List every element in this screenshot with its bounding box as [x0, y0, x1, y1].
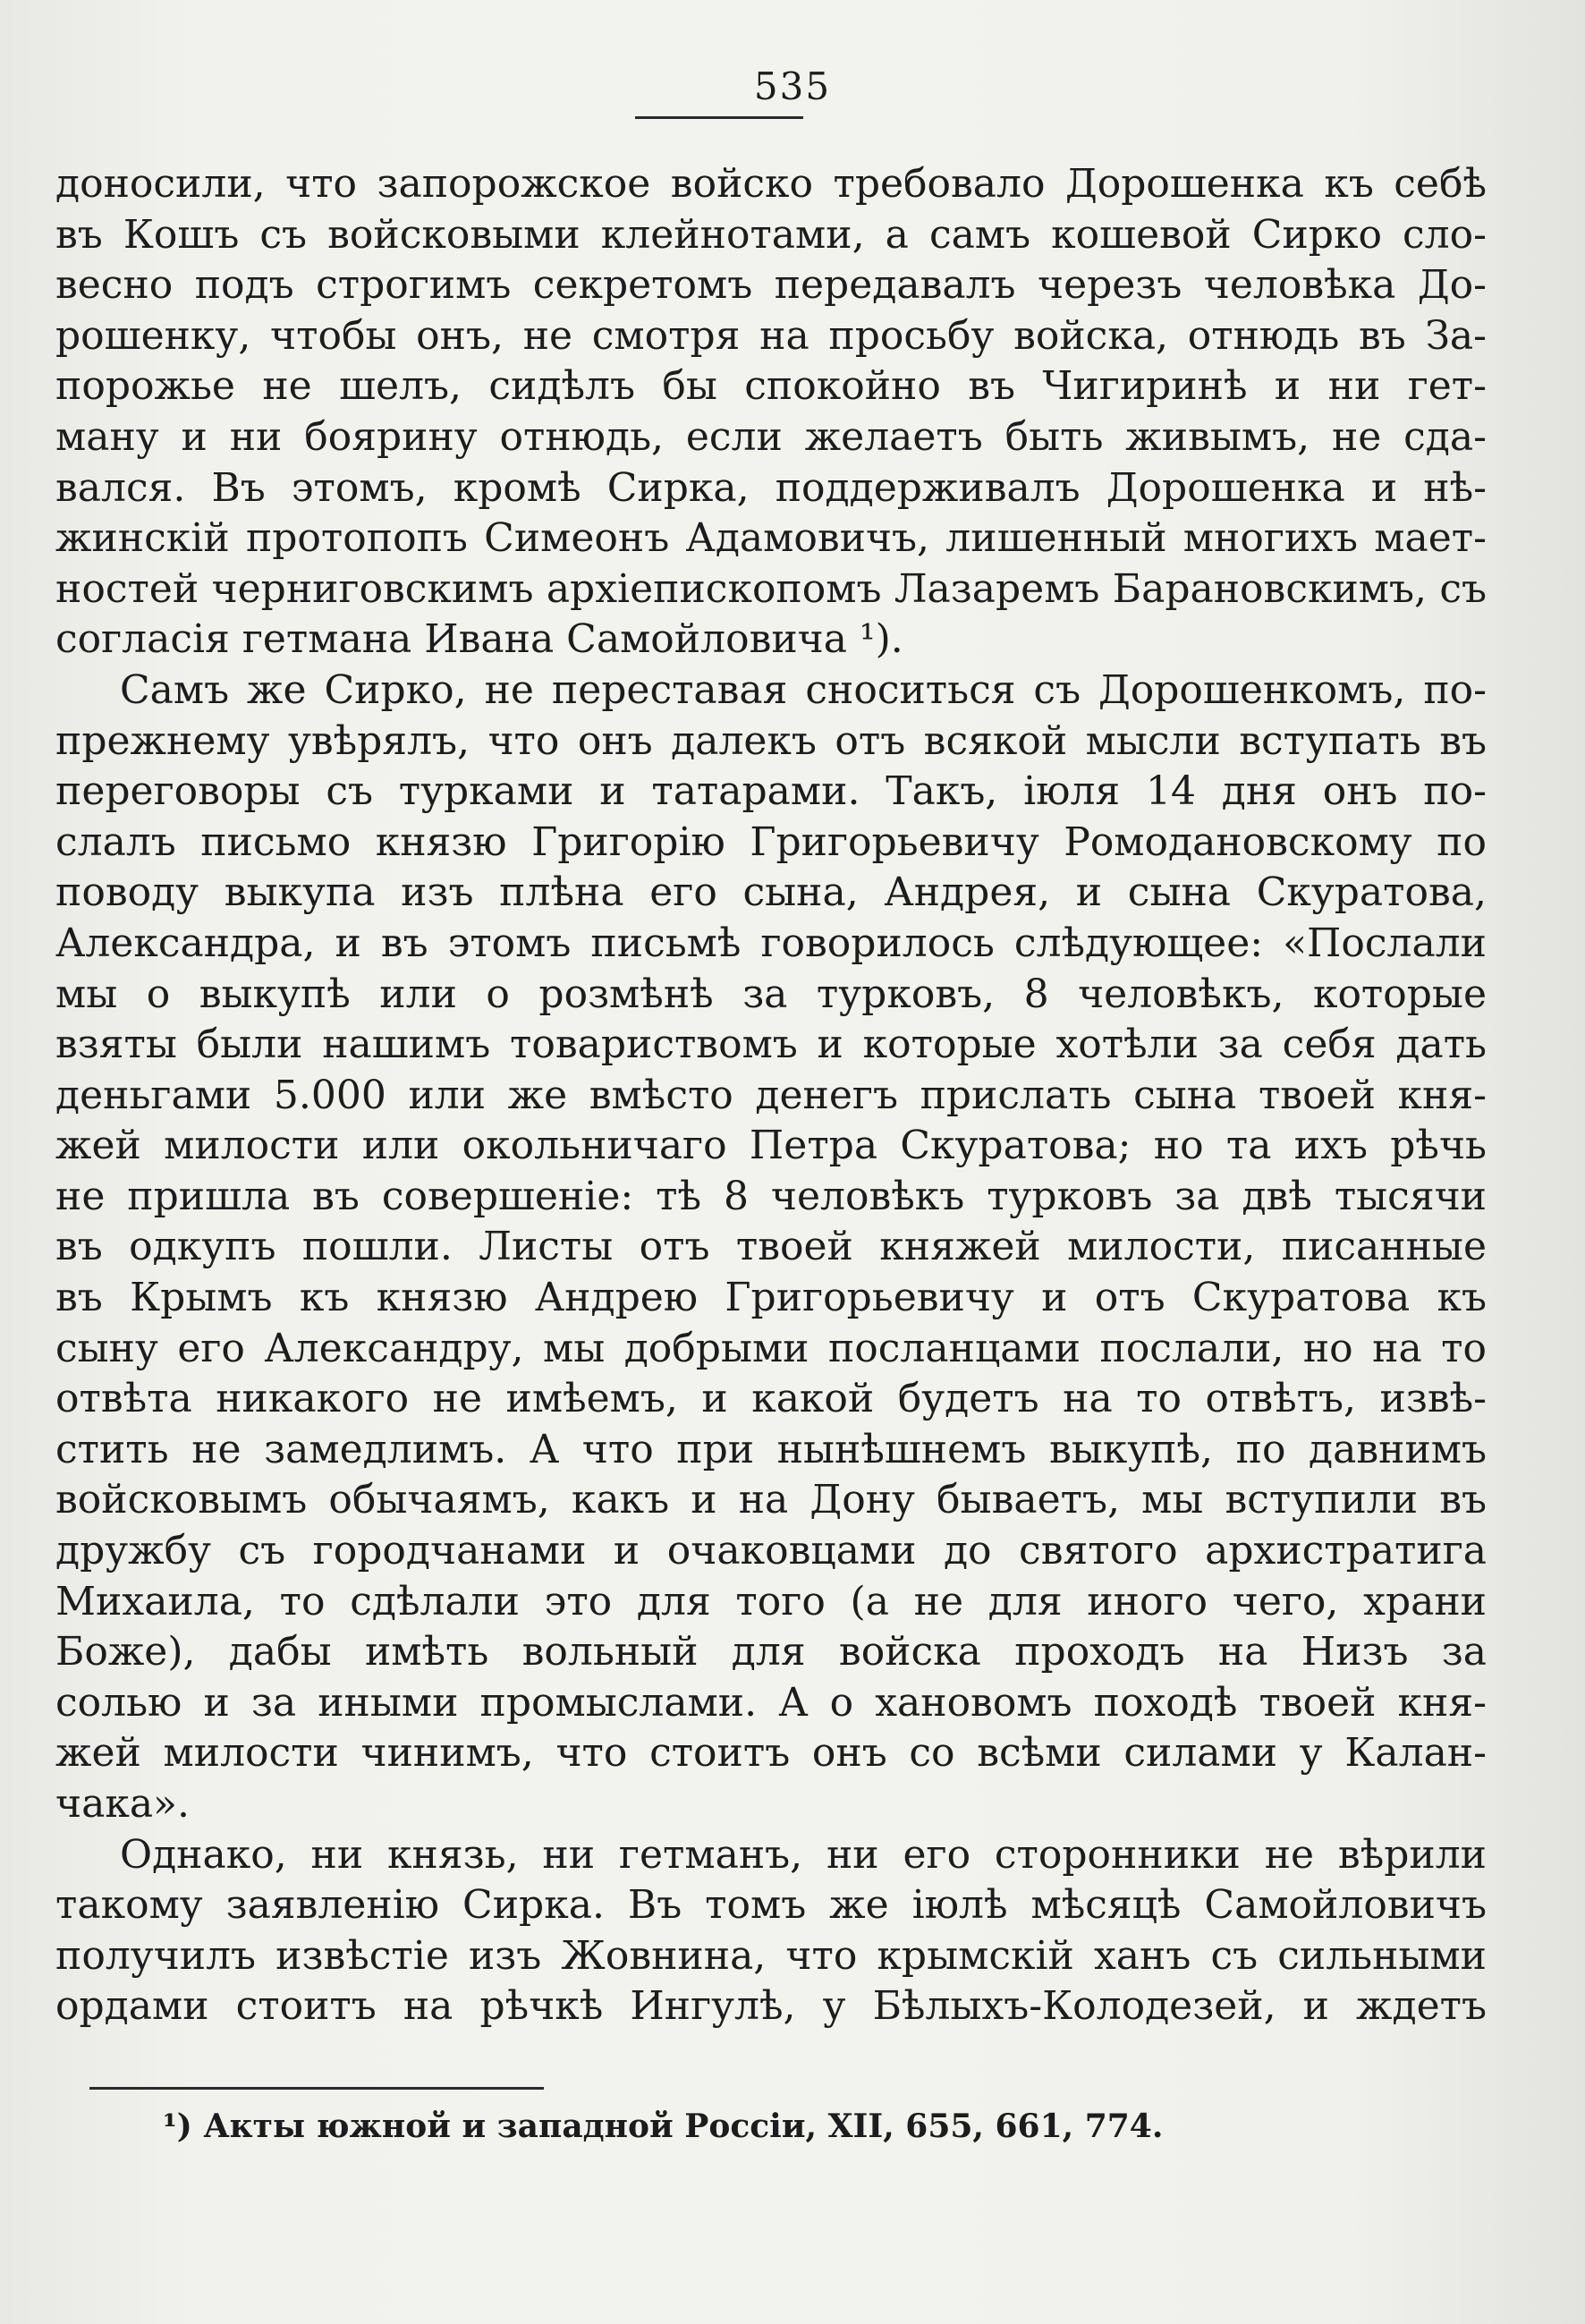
text-line: дружбу съ городчанами и очаковцами до святого архистратига [55, 1528, 1487, 1574]
footnote-rule [89, 2087, 544, 2090]
text-line: Самъ же Сирко, не переставая сноситься съ Дорошенкомъ, по- [120, 666, 1487, 713]
text-line: согласія гетмана Ивана Самойловича ¹). [55, 616, 903, 663]
body-text [55, 159, 1487, 2032]
text-line: въ одкупъ пошли. Листы отъ твоей княжей милости, писанные [55, 1224, 1487, 1270]
text-line: Михаила, то сдѣлали это для того (а не для иного чего, храни [55, 1578, 1487, 1624]
text-line: рошенку, чтобы онъ, не смотря на просьбу войска, отнюдь въ За- [55, 312, 1487, 359]
text-line: доносили, что запорожское войско требовало Дорошенка къ себѣ [55, 161, 1487, 207]
text-line: весно подъ строгимъ секретомъ передавалъ черезъ человѣка До- [55, 262, 1487, 309]
text-line: ностей черниговскимъ архіепископомъ Лазаремъ Барановскимъ, съ [55, 565, 1487, 612]
text-line: солью и за иными промыслами. А о хановомъ походѣ твоей кня- [55, 1679, 1487, 1726]
text-line: такому заявленію Сирка. Въ томъ же іюлѣ мѣсяцѣ Самойловичъ [55, 1882, 1487, 1929]
paragraph [55, 666, 1487, 1830]
text-line: Александра, и въ этомъ письмѣ говорилось слѣдующее: «Послали [55, 920, 1487, 966]
text-line: Однако, ни князь, ни гетманъ, ни его сторонники не вѣрили [120, 1831, 1487, 1878]
text-line: сыну его Александру, мы добрыми посланцами послали, но на то [55, 1325, 1487, 1371]
text-line: порожье не шелъ, сидѣлъ бы спокойно въ Чигиринѣ и ни гет- [55, 363, 1487, 410]
text-line: войсковымъ обычаямъ, какъ и на Дону бываетъ, мы вступили въ [55, 1477, 1487, 1523]
text-line: слалъ письмо князю Григорію Григорьевичу Ромодановскому по [55, 818, 1487, 865]
text-line: мы о выкупѣ или о розмѣнѣ за турковъ, 8 человѣкъ, которые [55, 971, 1487, 1017]
text-line: чака». [55, 1781, 190, 1827]
text-line: не пришла въ совершеніе: тѣ 8 человѣкъ турковъ за двѣ тысячи [55, 1173, 1487, 1219]
page-number: 535 [753, 64, 832, 108]
paragraph [55, 159, 1487, 666]
text-line: отвѣта никакого не имѣемъ, и какой будетъ на то отвѣтъ, извѣ- [55, 1376, 1487, 1422]
text-line: поводу выкупа изъ плѣна его сына, Андрея, и сына Скуратова, [55, 869, 1487, 916]
text-line: прежнему увѣрялъ, что онъ далекъ отъ всякой мысли вступать въ [55, 717, 1487, 764]
text-line: переговоры съ турками и татарами. Такъ, іюля 14 дня онъ по- [55, 768, 1487, 815]
text-line: ману и ни боярину отнюдь, если желаетъ быть живымъ, не сда- [55, 413, 1487, 460]
text-line: получилъ извѣстіе изъ Жовнина, что крымскій ханъ съ сильными [55, 1932, 1487, 1979]
text-line: стить не замедлимъ. А что при нынѣшнемъ выкупѣ, по давнимъ [55, 1426, 1487, 1472]
text-line: деньгами 5.000 или же вмѣсто денегъ прислать сына твоей кня- [55, 1072, 1487, 1118]
paragraph [55, 1830, 1487, 2032]
header-rule [635, 116, 803, 119]
footnote: ¹) Акты южной и западной Россіи, XII, 655, 661, 774. [163, 2108, 1164, 2145]
text-line: Боже), дабы имѣть вольный для войска проходъ на Низъ за [55, 1629, 1487, 1675]
text-line: ордами стоитъ на рѣчкѣ Ингулѣ, у Бѣлыхъ-Колодезей, и ждетъ [55, 1983, 1487, 2030]
text-line: жинскій протопопъ Симеонъ Адамовичъ, лишенный многихъ мает- [55, 515, 1487, 562]
text-line: вался. Въ этомъ, кромѣ Сирка, поддерживалъ Дорошенка и нѣ- [55, 464, 1487, 511]
text-line: жей милости или окольничаго Петра Скуратова; но та ихъ рѣчь [55, 1123, 1487, 1169]
text-line: взяты были нашимъ товариствомъ и которые хотѣли за себя дать [55, 1022, 1487, 1068]
text-line: жей милости чинимъ, что стоитъ онъ со всѣми силами у Калан- [55, 1730, 1487, 1777]
text-line: въ Крымъ къ князю Андрею Григорьевичу и отъ Скуратова къ [55, 1275, 1487, 1321]
text-line: въ Кошъ съ войсковыми клейнотами, а самъ кошевой Сирко сло- [55, 211, 1487, 258]
